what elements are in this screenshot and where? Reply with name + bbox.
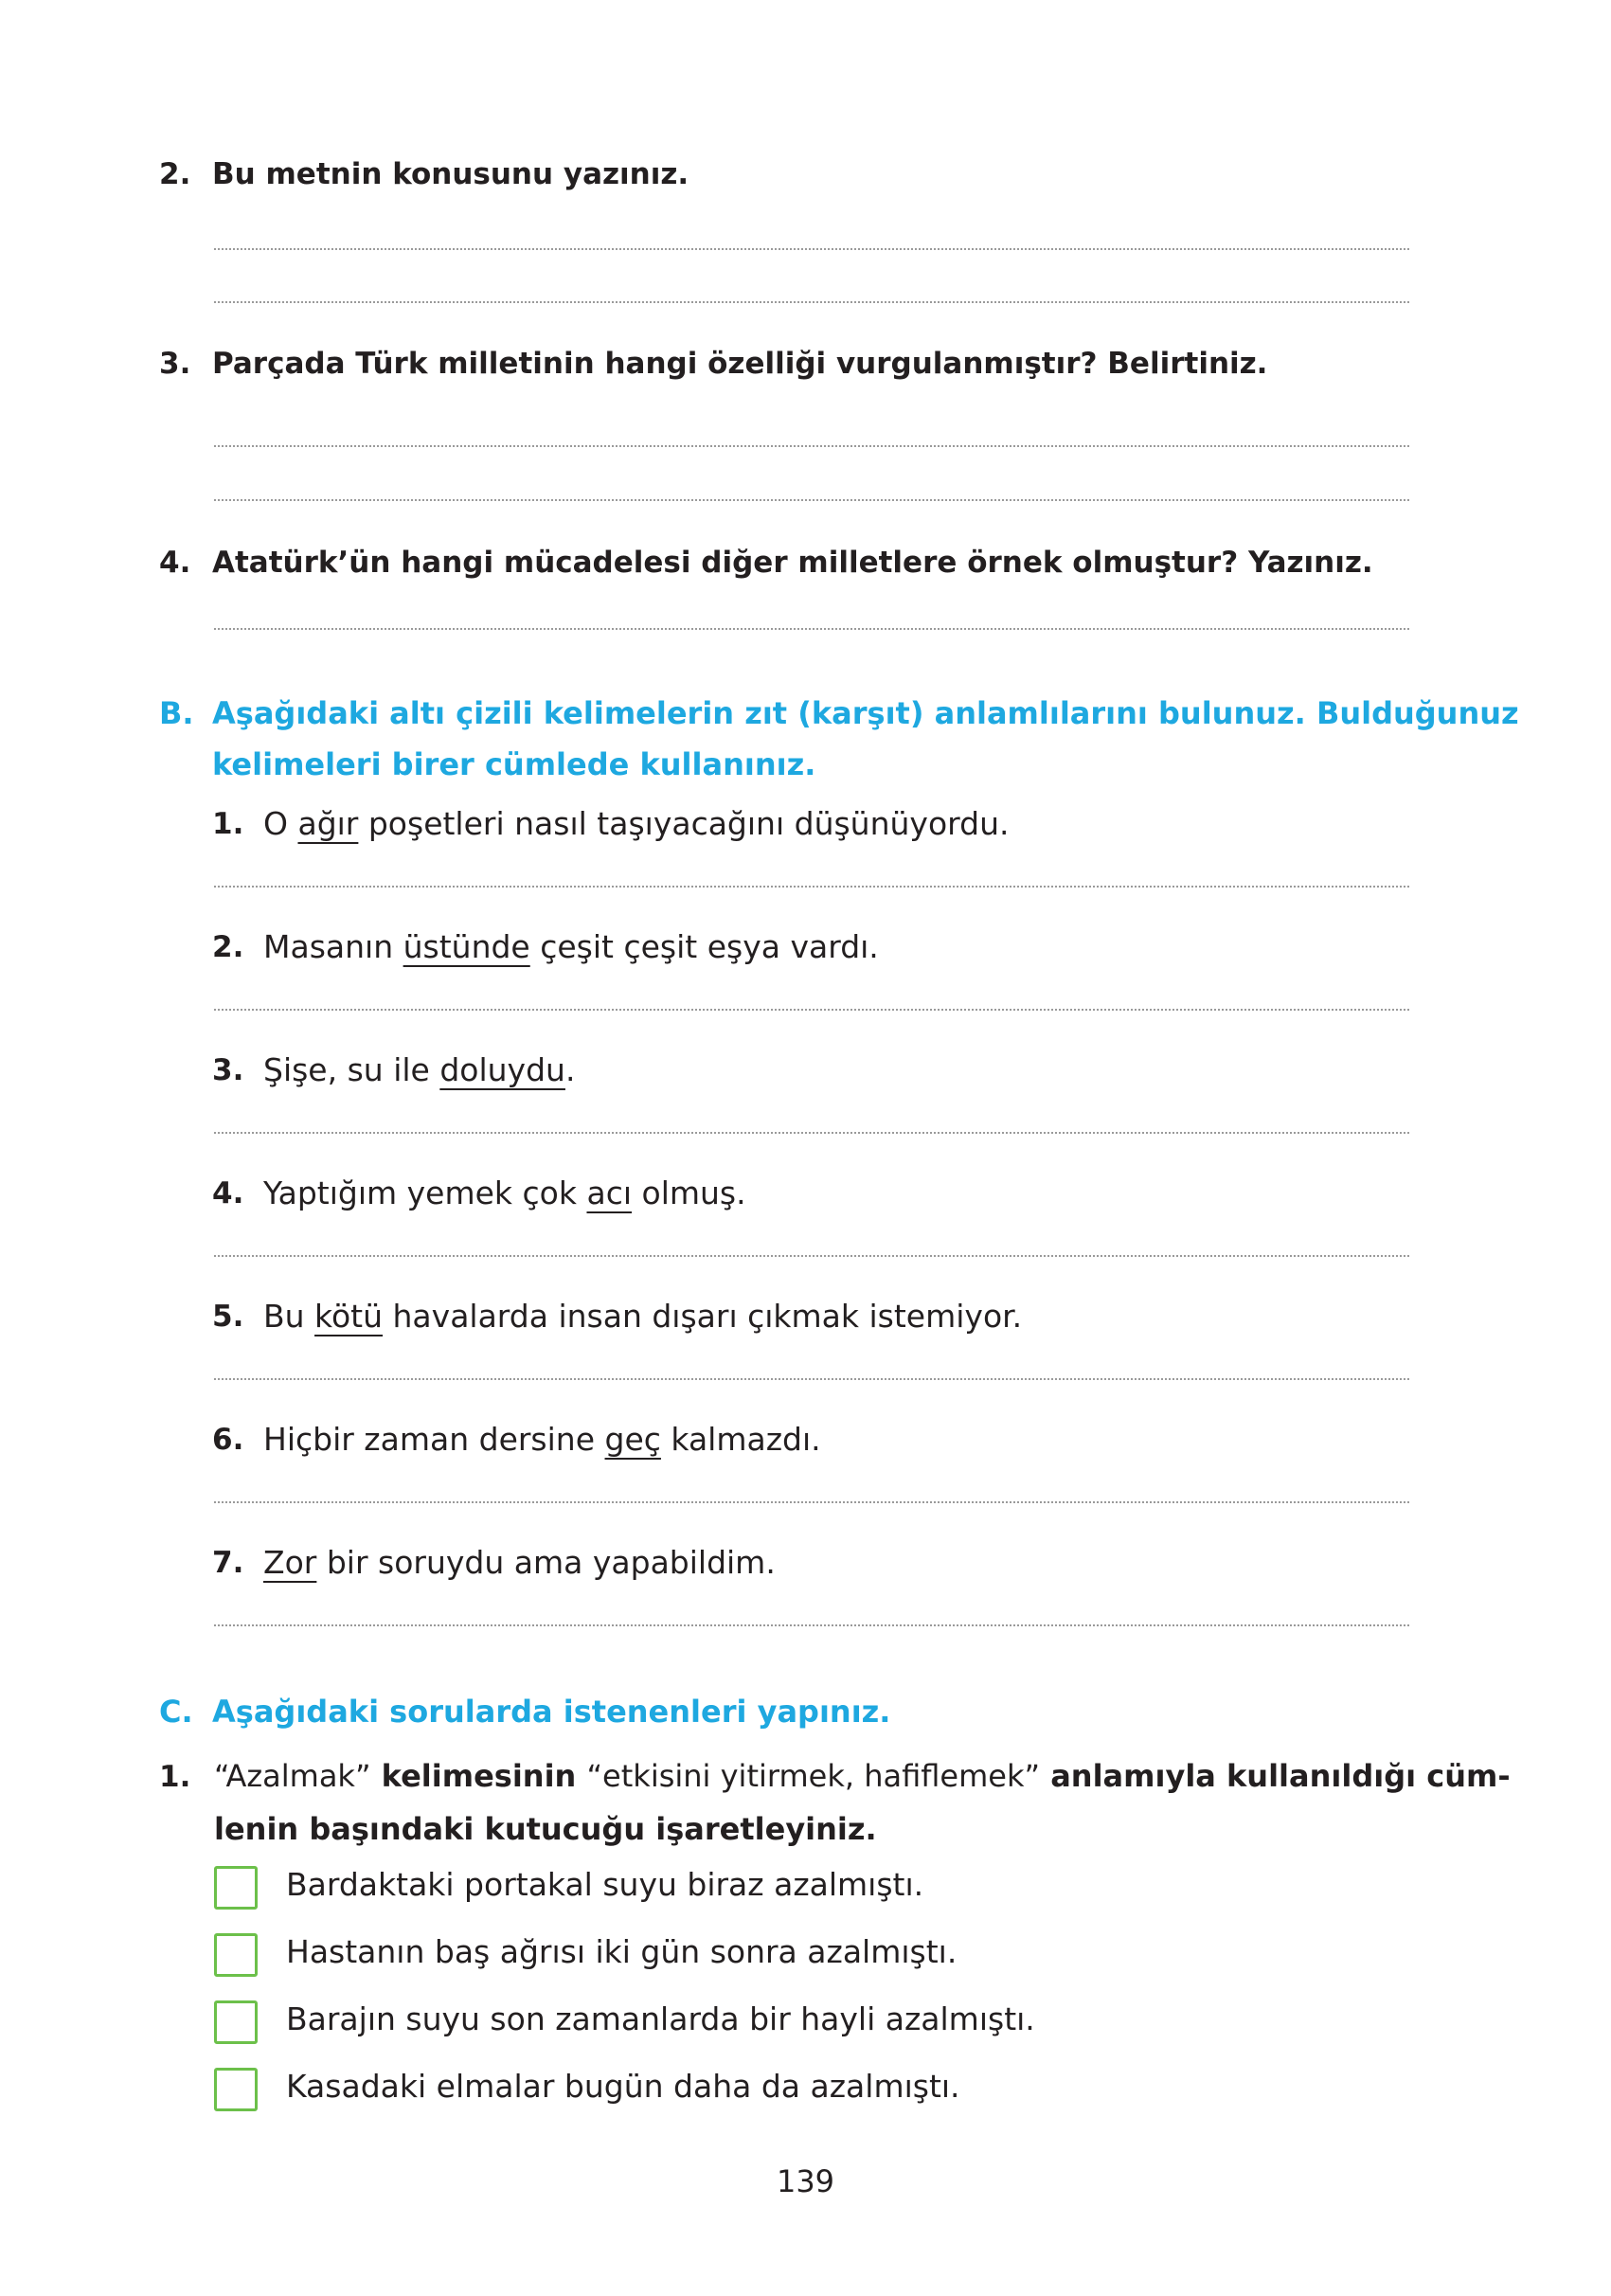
question-4-number: 4.: [159, 546, 191, 580]
answer-line[interactable]: [214, 248, 1409, 250]
question-2-number: 2.: [159, 157, 191, 191]
option-checkbox[interactable]: [214, 2068, 258, 2111]
question-3-number: 3.: [159, 347, 191, 381]
item-sentence: Hiçbir zaman dersine geç kalmazdı.: [263, 1421, 821, 1458]
underlined-word: Zor: [263, 1544, 317, 1581]
section-b-title-line2: kelimeleri birer cümlede kullanınız.: [212, 746, 816, 782]
underlined-word: geç: [604, 1421, 661, 1458]
answer-line[interactable]: [214, 499, 1409, 501]
underlined-word: acı: [586, 1175, 633, 1211]
option-checkbox[interactable]: [214, 1933, 258, 1977]
underlined-word: kötü: [314, 1298, 384, 1335]
underlined-word: üstünde: [403, 928, 530, 965]
answer-line[interactable]: [214, 1132, 1409, 1134]
underlined-word: ağır: [297, 805, 359, 842]
option-text: Barajın suyu son zamanlarda bir hayli azalmıştı.: [286, 2000, 1035, 2037]
item-number: 1.: [212, 807, 244, 841]
answer-line[interactable]: [214, 1255, 1409, 1257]
section-b-title-line1: Aşağıdaki altı çizili kelimelerin zıt (karşıt) anlamlılarını bulunuz. Bulduğunuz: [212, 695, 1519, 731]
item-sentence: Masanın üstünde çeşit çeşit eşya vardı.: [263, 928, 879, 965]
question-c1-line2: lenin başındaki kutucuğu işaretleyiniz.: [214, 1811, 877, 1847]
question-c1-line1: “Azalmak” kelimesinin “etkisini yitirmek, hafiflemek” anlamıyla kullanıldığı cüm-: [214, 1758, 1511, 1794]
item-number: 3.: [212, 1053, 244, 1087]
item-sentence: Şişe, su ile doluydu.: [263, 1051, 576, 1088]
item-sentence: Bu kötü havalarda insan dışarı çıkmak istemiyor.: [263, 1298, 1023, 1335]
question-4-text: Atatürk’ün hangi mücadelesi diğer milletlere örnek olmuştur? Yazınız.: [212, 546, 1373, 580]
item-number: 5.: [212, 1300, 244, 1334]
option-text: Bardaktaki portakal suyu biraz azalmıştı.: [286, 1866, 924, 1903]
option-checkbox[interactable]: [214, 1866, 258, 1910]
item-number: 2.: [212, 930, 244, 964]
answer-line[interactable]: [214, 886, 1409, 888]
item-sentence: Zor bir soruydu ama yapabildim.: [263, 1544, 776, 1581]
item-number: 4.: [212, 1176, 244, 1211]
option-text: Kasadaki elmalar bugün daha da azalmıştı.: [286, 2068, 960, 2105]
item-number: 6.: [212, 1423, 244, 1457]
item-sentence: O ağır poşetleri nasıl taşıyacağını düşünüyordu.: [263, 805, 1010, 842]
question-3-text: Parçada Türk milletinin hangi özelliği vurgulanmıştır? Belirtiniz.: [212, 347, 1268, 381]
question-2-text: Bu metnin konusunu yazınız.: [212, 157, 689, 191]
option-text: Hastanın baş ağrısı iki gün sonra azalmıştı.: [286, 1933, 958, 1970]
page-number: 139: [776, 2163, 835, 2199]
answer-line[interactable]: [214, 1624, 1409, 1626]
answer-line[interactable]: [214, 628, 1409, 630]
answer-line[interactable]: [214, 1501, 1409, 1503]
option-checkbox[interactable]: [214, 2000, 258, 2044]
question-c1-number: 1.: [159, 1760, 191, 1794]
answer-line[interactable]: [214, 445, 1409, 447]
section-c-title: Aşağıdaki sorularda istenenleri yapınız.: [212, 1694, 891, 1730]
section-c-letter: C.: [159, 1694, 193, 1730]
answer-line[interactable]: [214, 301, 1409, 303]
answer-line[interactable]: [214, 1378, 1409, 1380]
item-sentence: Yaptığım yemek çok acı olmuş.: [263, 1175, 746, 1211]
underlined-word: doluydu: [439, 1051, 565, 1088]
section-b-letter: B.: [159, 695, 194, 731]
answer-line[interactable]: [214, 1009, 1409, 1011]
item-number: 7.: [212, 1546, 244, 1580]
